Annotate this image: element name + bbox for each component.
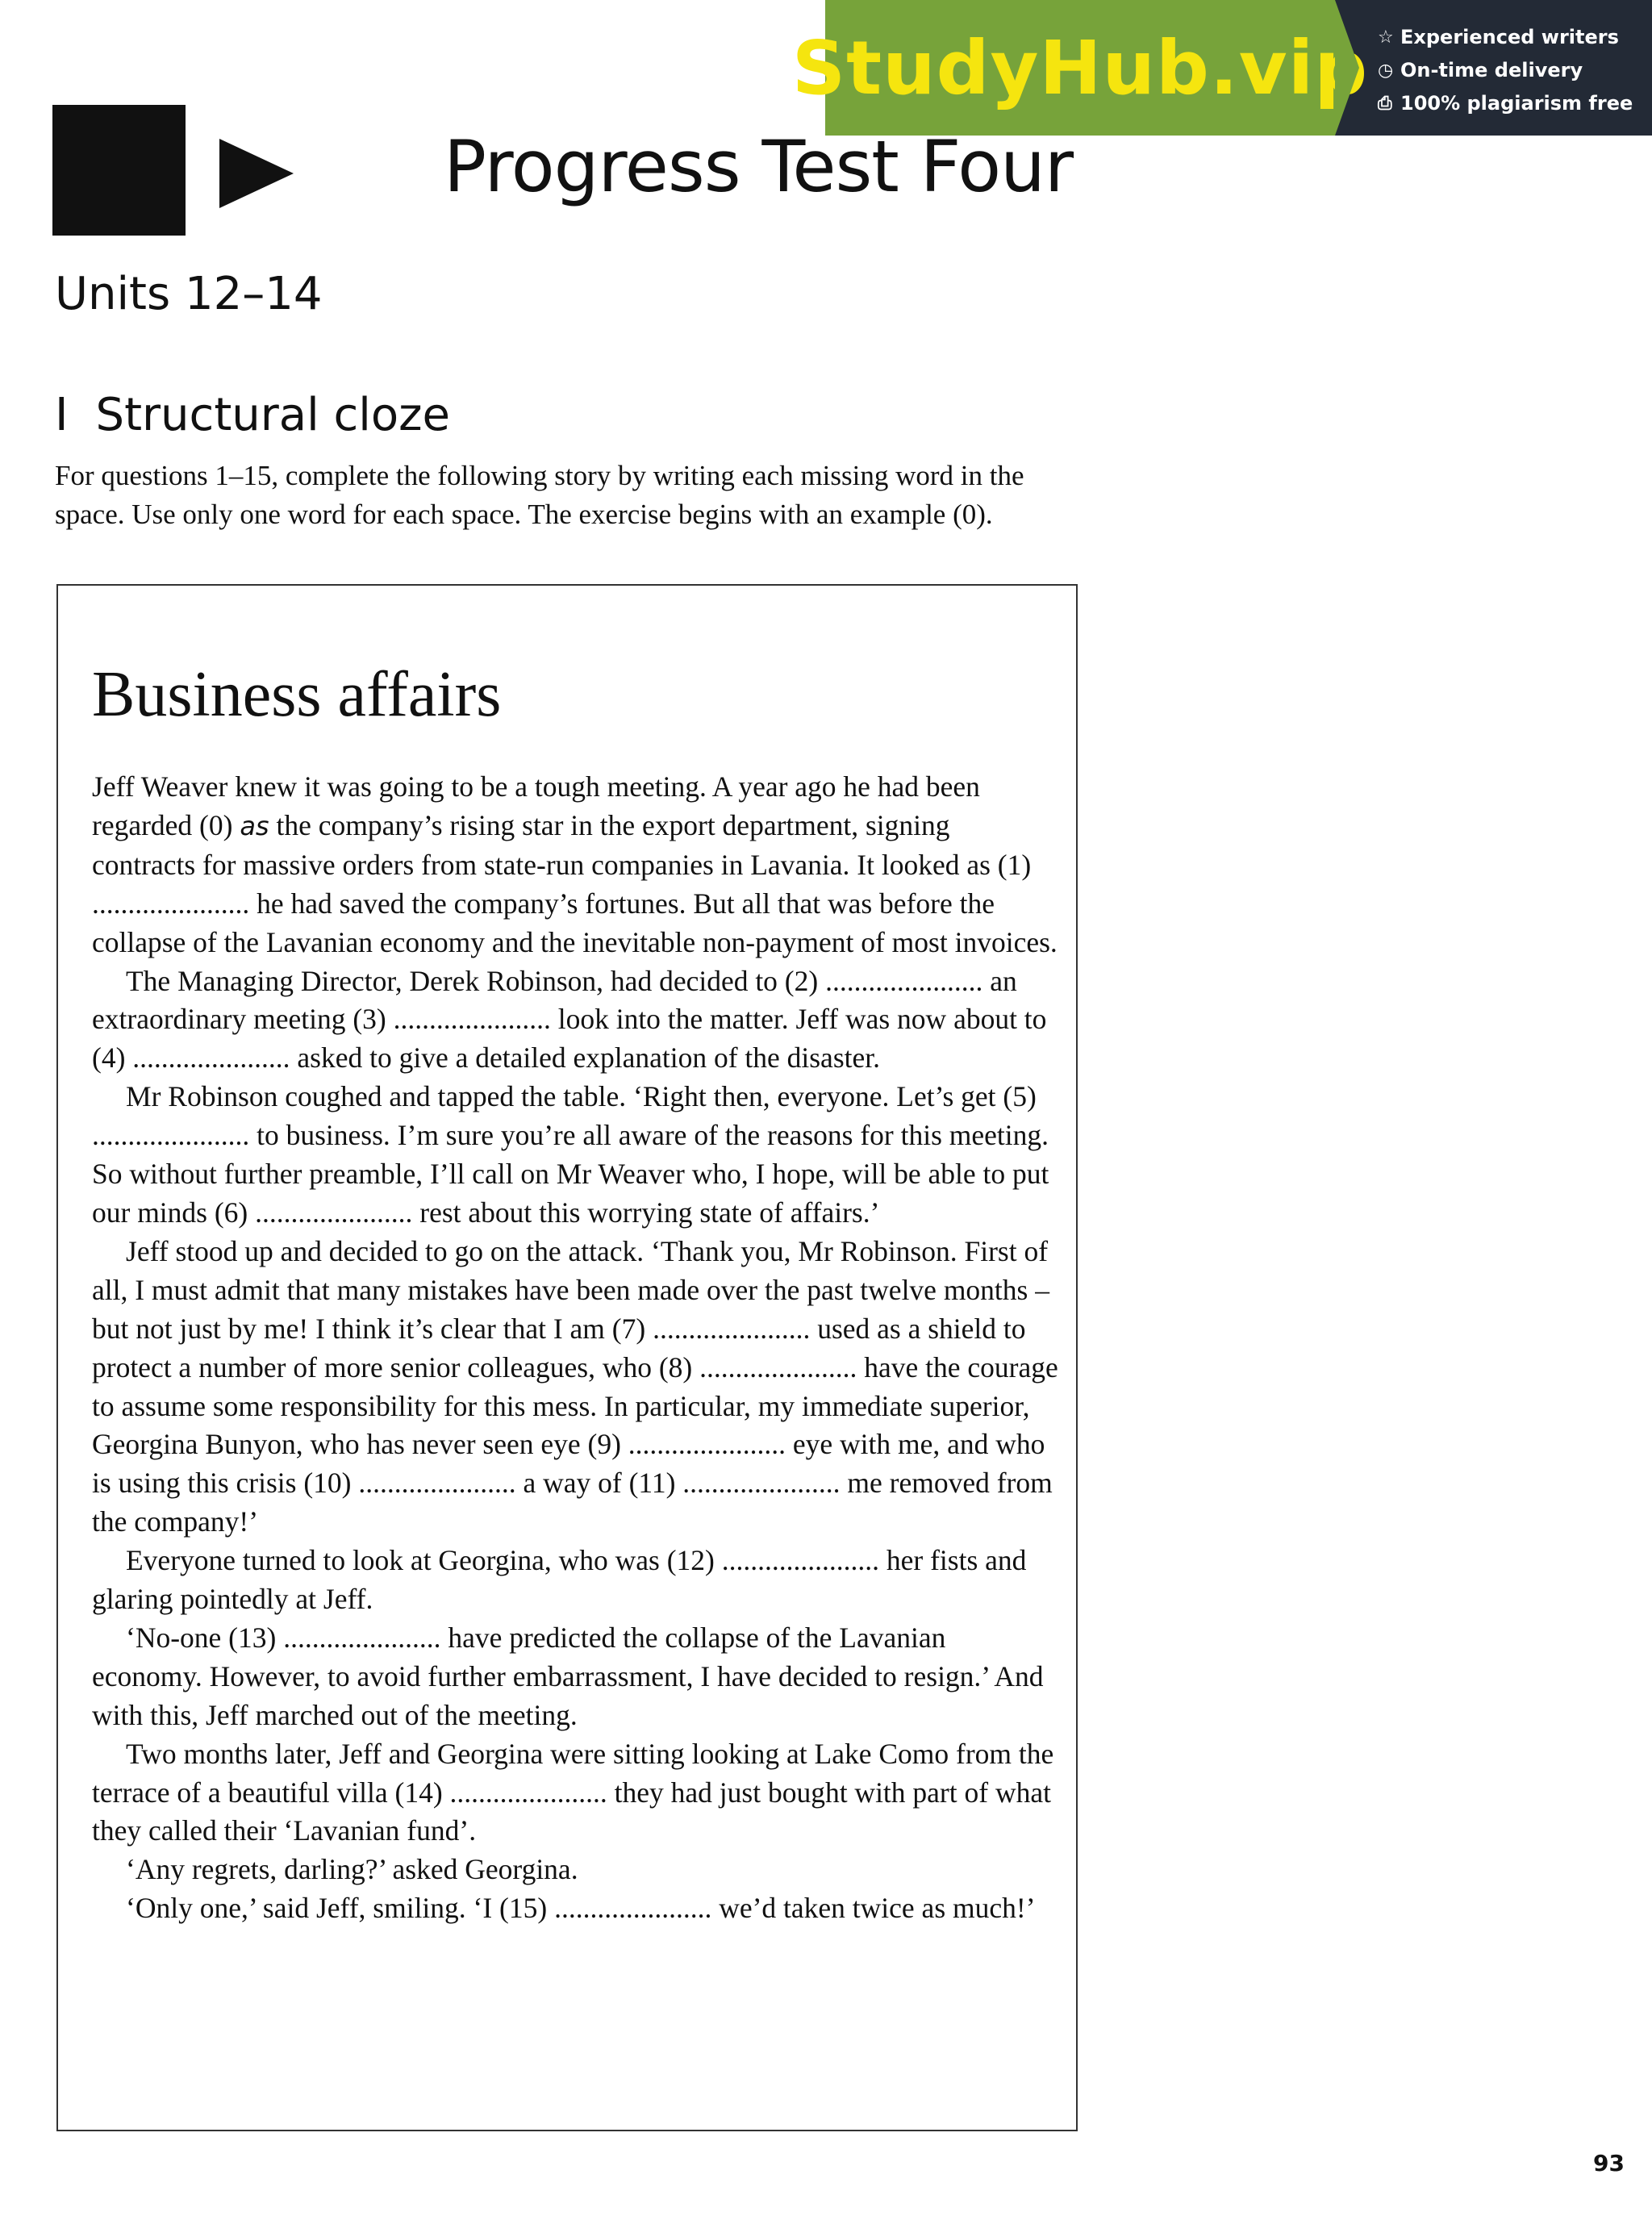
story-paragraph: Jeff Weaver knew it was going to be a tough meeting. A year ago he had been regarded (0) as the company’s rising star in the export department, signing contracts for massive orders from state-run companies in Lavania. It looked as (1) ...................... he had saved the company’s fortunes. But all that was before the collapse of the Lavanian economy and the inevitable non-payment of most invoices. bbox=[92, 770, 1058, 958]
units-subtitle: Units 12–14 bbox=[55, 268, 323, 320]
story-box bbox=[56, 584, 1078, 2131]
page-number: 93 bbox=[1593, 2150, 1625, 2176]
studyhub-banner[interactable] bbox=[791, 0, 1369, 136]
answer-blank-2: ...................... bbox=[825, 964, 983, 997]
story-paragraph: Jeff stood up and decided to go on the attack. ‘Thank you, Mr Robinson. First of all, I must admit that many mistakes have been made over the past twelve months – but not just by me! I think it’s clear that I am (7) ...................... used as a shield to protect a number of more senior colleagues, who (8) ...................... have the courage to assume some responsibility for this mess. In particular, my immediate superior, Georgina Bunyon, who has never seen eye (9) ...................... eye with me, and who is using this crisis (10) ...................... a way of (11) ...................... me removed from the company!’ bbox=[92, 1234, 1058, 1538]
badge-label: Experienced writers bbox=[1400, 26, 1619, 48]
badge-on-time-delivery bbox=[1378, 54, 1644, 87]
badge-experienced-writers bbox=[1378, 21, 1644, 54]
answer-blank-12: ...................... bbox=[721, 1544, 879, 1577]
story-paragraph: ‘Only one,’ said Jeff, smiling. ‘I (15) ...................... we’d taken twice as much!’ bbox=[126, 1892, 1036, 1925]
answer-blank-9: ...................... bbox=[628, 1428, 786, 1461]
clock-icon: ◷ bbox=[1378, 61, 1394, 81]
answer-blank-15: ...................... bbox=[554, 1892, 712, 1925]
instructions: For questions 1–15, complete the following story by writing each missing word in the space. Use only one word for each space. The exercise begins with an example (0). bbox=[55, 460, 1024, 530]
answer-blank-4: ...................... bbox=[132, 1041, 290, 1075]
badge-plagiarism-free bbox=[1378, 87, 1644, 120]
story-title: Business affairs bbox=[92, 659, 502, 730]
page-title: Progress Test Four bbox=[444, 125, 1074, 208]
story-text bbox=[92, 768, 1060, 1928]
story-paragraph: Mr Robinson coughed and tapped the table. ‘Right then, everyone. Let’s get (5) ...................... to business. I’m sure you’re all aware of the reasons for this meeting. So without further preamble, I’ll call on Mr Weaver who, I hope, will be able to put our minds (6) ...................... rest about this worrying state of affairs.’ bbox=[92, 1080, 1049, 1229]
document-check-icon: ⎙ bbox=[1378, 94, 1392, 114]
badge-label: 100% plagiarism free bbox=[1400, 92, 1633, 115]
answer-blank-11: ...................... bbox=[682, 1467, 841, 1500]
play-arrow-icon bbox=[219, 139, 294, 208]
answer-blank-8: ...................... bbox=[699, 1350, 857, 1384]
badge-label: On-time delivery bbox=[1400, 59, 1583, 81]
answer-blank-5: ...................... bbox=[92, 1119, 250, 1152]
story-paragraph: ‘No-one (13) ...................... have predicted the collapse of the Lavanian economy. However, to avoid further embarrassment, I have decided to resign.’ And with this, Jeff marched out of the meeting. bbox=[92, 1621, 1044, 1731]
story-paragraph: ‘Any regrets, darling?’ asked Georgina. bbox=[126, 1853, 578, 1886]
answer-blank-6: ...................... bbox=[255, 1196, 413, 1229]
story-paragraph: Everyone turned to look at Georgina, who was (12) ...................... her fists and glaring pointedly at Jeff. bbox=[92, 1544, 1027, 1616]
section-heading bbox=[55, 389, 450, 441]
section-number: I bbox=[55, 389, 69, 441]
example-answer: as bbox=[240, 810, 269, 841]
answer-blank-14: ...................... bbox=[449, 1776, 607, 1809]
banner-badges bbox=[1378, 21, 1644, 120]
section-marker-block bbox=[52, 105, 186, 236]
answer-blank-1: ...................... bbox=[92, 887, 250, 920]
banner-arrow bbox=[1335, 0, 1359, 136]
star-icon: ☆ bbox=[1378, 27, 1394, 48]
story-paragraph: Two months later, Jeff and Georgina were sitting looking at Lake Como from the terrace of a beautiful villa (14) ...................... they had just bought with part of what they called their ‘Lavanian fund’. bbox=[92, 1737, 1054, 1847]
answer-blank-7: ...................... bbox=[653, 1312, 811, 1345]
section-title: Structural cloze bbox=[95, 389, 450, 441]
studyhub-logo[interactable]: StudyHub.vip bbox=[791, 24, 1369, 111]
answer-blank-13: ...................... bbox=[283, 1621, 441, 1654]
answer-blank-3: ...................... bbox=[393, 1003, 551, 1036]
story-paragraph: The Managing Director, Derek Robinson, had decided to (2) ...................... an extraordinary meeting (3) ...................... look into the matter. Jeff was now about to (4) ...................... asked to give a detailed explanation of the disaster. bbox=[92, 964, 1047, 1075]
answer-blank-10: ...................... bbox=[358, 1467, 516, 1500]
